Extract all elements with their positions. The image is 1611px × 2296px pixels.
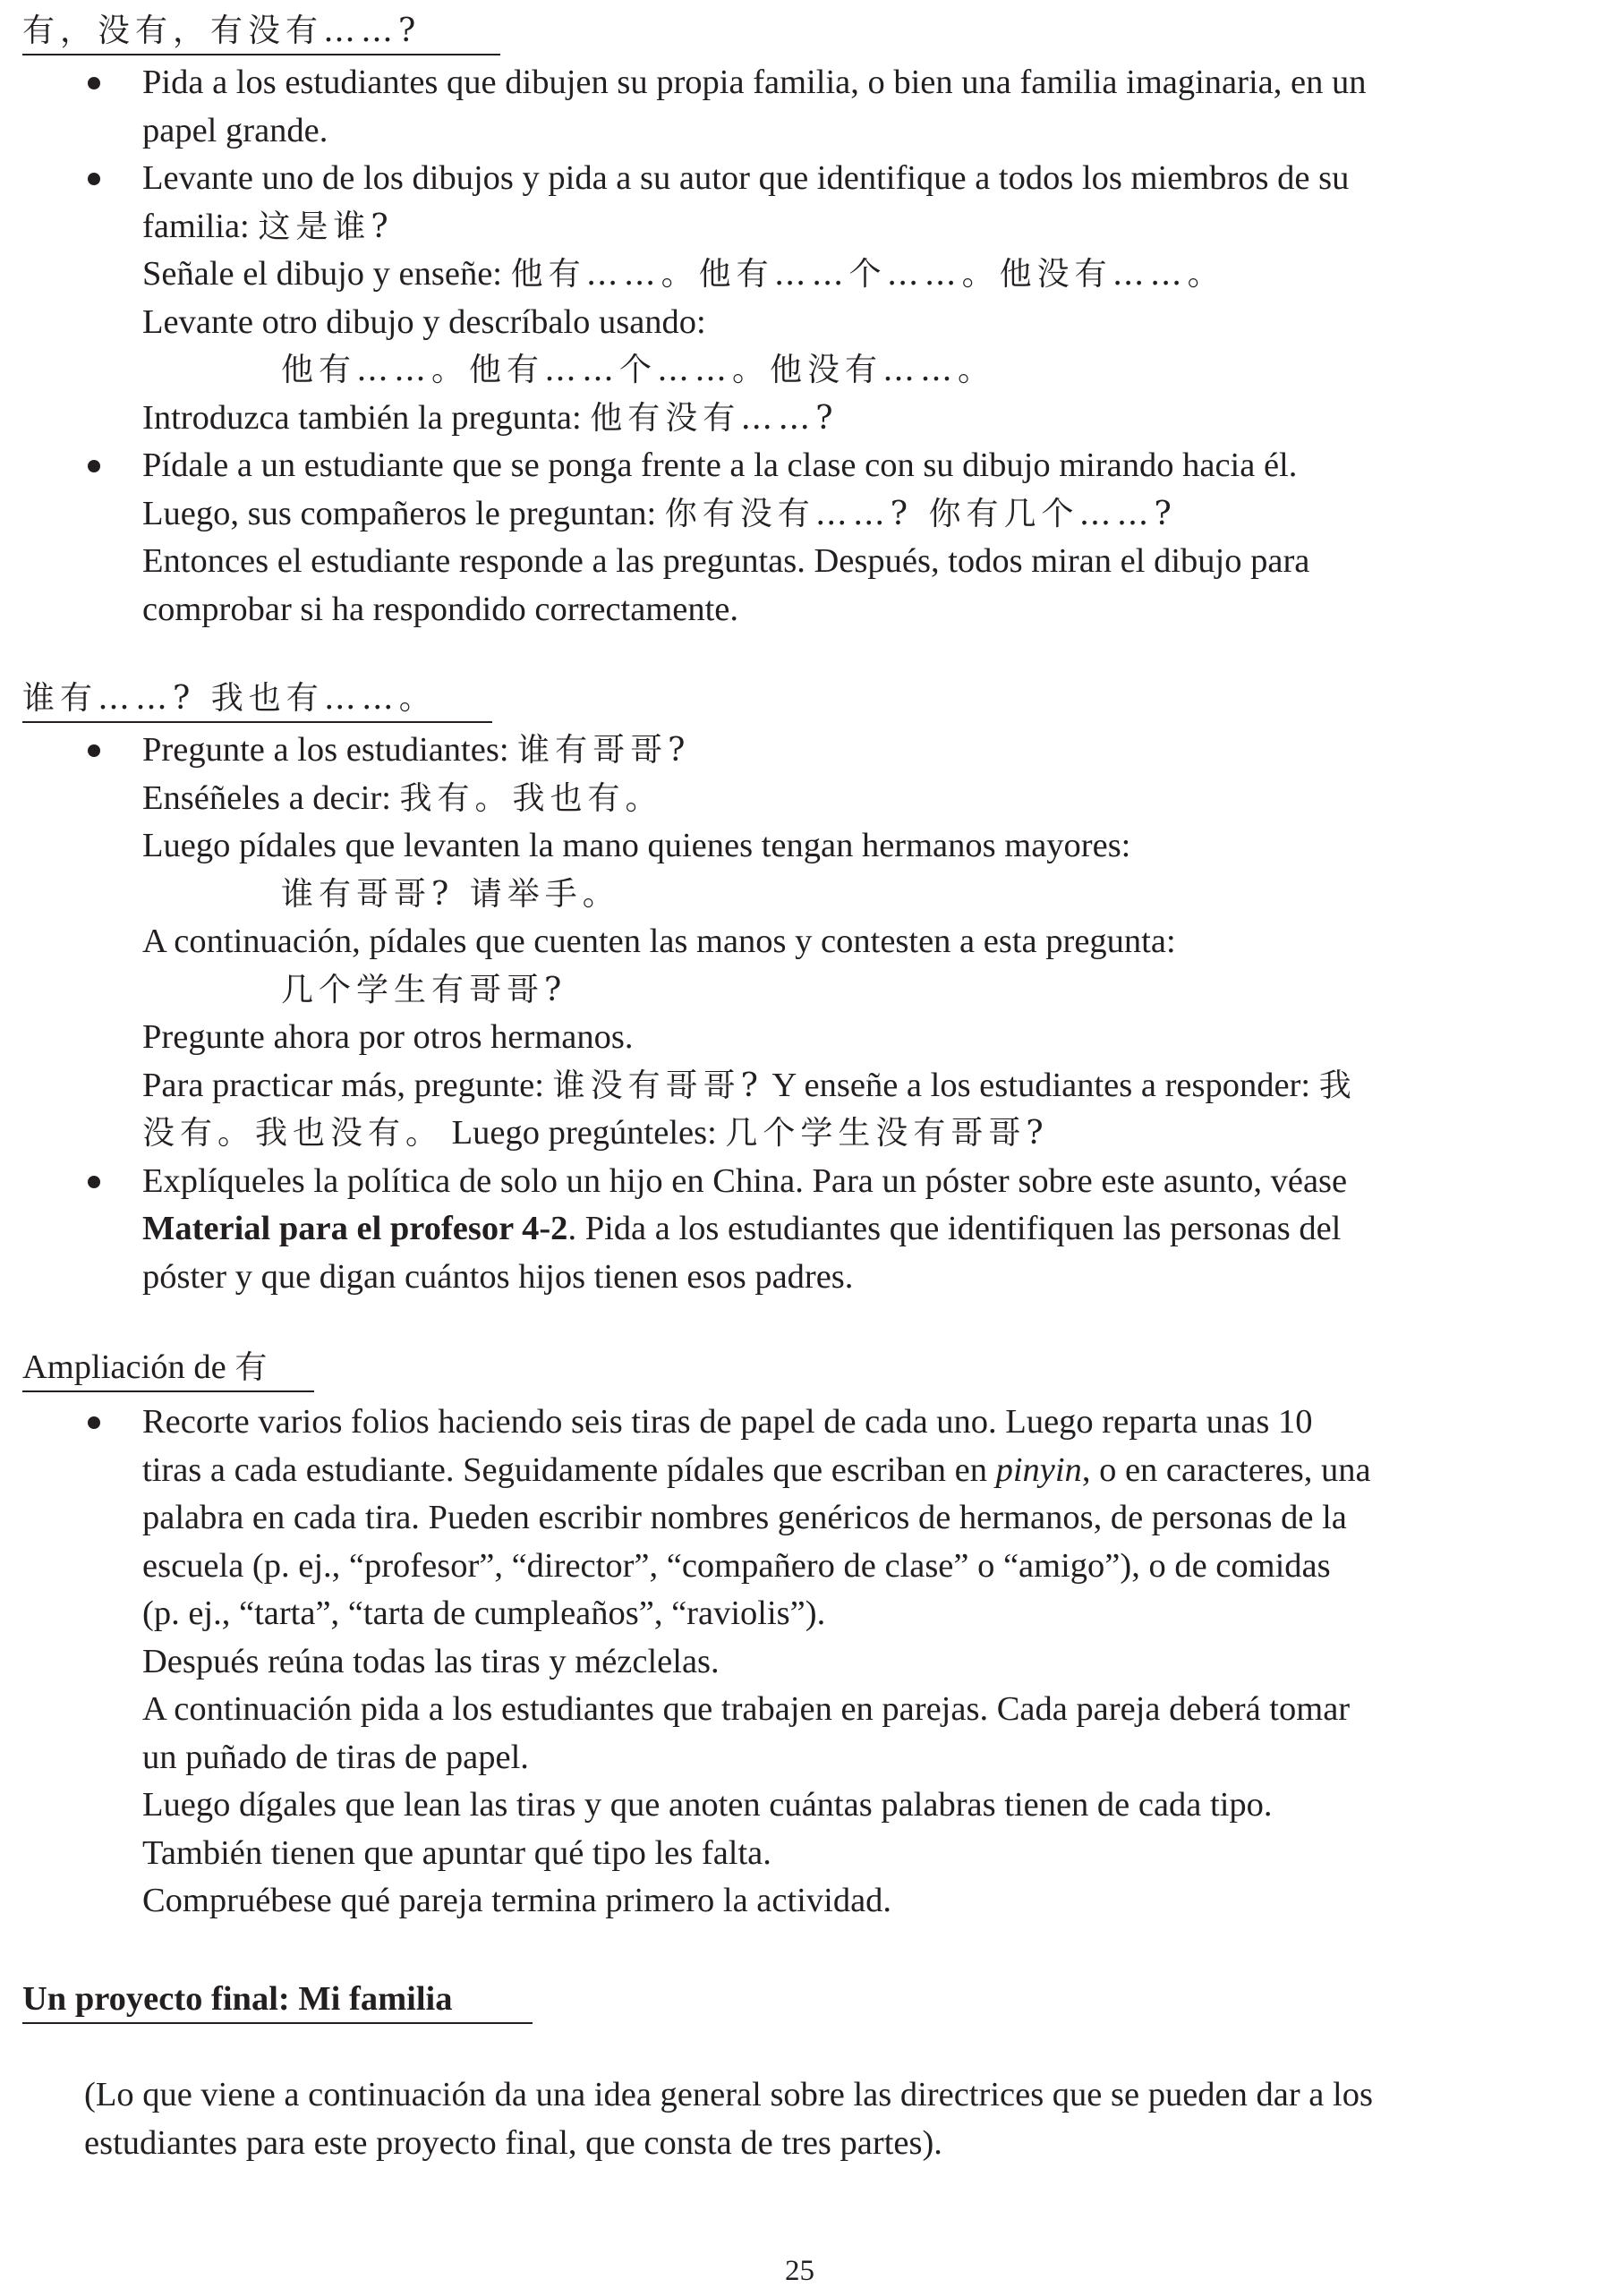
heading-underline (22, 721, 492, 723)
chinese-text: 谁没有哥哥? (552, 1067, 763, 1104)
text-line: comprobar si ha respondido correctamente. (142, 590, 739, 628)
list-item (0, 1399, 1611, 1926)
section-heading-text: Un proyecto final: Mi familia (22, 1980, 453, 2018)
text-line (142, 395, 1611, 443)
text-span: Enséñeles a decir: (142, 778, 400, 817)
text-span: familia: (142, 207, 259, 245)
bullet-icon (88, 1416, 100, 1429)
text-line: (Lo que viene a continuación da una idea general sobre las directrices que se pueden dar a los (84, 2076, 1373, 2113)
text-span: Introduzca también la pregunta: (142, 398, 591, 437)
text-line: Levante otro dibujo y descríbalo usando: (142, 302, 706, 341)
chinese-text: 没有。我也没有。 (142, 1115, 444, 1152)
text-line: Pídale a un estudiante que se ponga frente a la clase con su dibujo mirando hacia él. (142, 446, 1298, 484)
text-span: Luego pregúnteles: (443, 1114, 726, 1152)
text-span: . Pida a los estudiantes que identifiquen las personas del (567, 1210, 1342, 1247)
list-item (0, 442, 1611, 634)
section-heading-text: 谁有……? 我也有……。 (22, 680, 437, 717)
text-line (142, 1205, 1611, 1254)
section-heading-shei-you (22, 675, 437, 723)
list-item (0, 155, 1611, 442)
section-2-list (0, 727, 1611, 1301)
chinese-text: 你有没有……? 你有几个……? (664, 495, 1177, 532)
text-span: Señale el dibujo y enseñe: (142, 255, 511, 293)
bullet-icon (88, 77, 100, 89)
bullet-icon (88, 173, 100, 185)
chinese-text: 我有。我也有。 (399, 779, 663, 817)
text-line: Pida a los estudiantes que dibujen su propia familia, o bien una familia imaginaria, en un (142, 64, 1367, 101)
text-line: A continuación, pídales que cuenten las manos y contesten a esta pregunta: (142, 923, 1176, 960)
chinese-text: 这是谁? (258, 208, 394, 245)
text-span: Pregunte a los estudiantes: (142, 731, 518, 769)
text-line: Pregunte ahora por otros hermanos. (142, 1018, 634, 1056)
chinese-text: 他有……。他有……个……。他没有……。 (510, 256, 1225, 293)
text-line: Entonces el estudiante responde a las preguntas. Después, todos miran el dibujo para (142, 542, 1310, 580)
text-line (142, 1062, 1611, 1110)
text-line (142, 1110, 1611, 1158)
text-line: palabra en cada tira. Pueden escribir nombres genéricos de hermanos, de personas de la (142, 1499, 1347, 1536)
bold-reference: Material para el profesor 4-2 (142, 1210, 568, 1247)
chinese-text: 他有……。他有……个……。他没有……。 (281, 352, 996, 388)
chinese-text: 谁有哥哥? (517, 732, 691, 769)
bullet-icon (88, 744, 100, 757)
text-line (142, 203, 1611, 251)
text-line: póster y que digan cuántos hijos tienen esos padres. (142, 1257, 854, 1296)
text-span: Ampliación de (22, 1348, 235, 1386)
chinese-text: 有 (234, 1349, 273, 1386)
text-span: Para practicar más, pregunte: (142, 1066, 553, 1104)
section-heading-you-meiyou (22, 7, 421, 55)
text-line: un puñado de tiras de papel. (142, 1738, 529, 1776)
text-line: estudiantes para este proyecto final, que consta de tres partes). (84, 2123, 942, 2162)
italic-term: pinyin (995, 1450, 1082, 1489)
text-span: , o en caracteres, una (1081, 1450, 1371, 1489)
text-line: papel grande. (142, 111, 328, 149)
bullet-icon (88, 1176, 100, 1188)
text-line: Recorte varios folios haciendo seis tiras de papel de cada uno. Luego reparta unas 10 (142, 1403, 1313, 1441)
page-number: 25 (785, 2255, 814, 2287)
text-span: Luego, sus compañeros le preguntan: (142, 494, 665, 532)
section-heading-text (22, 1347, 272, 1388)
text-line: Después reúna todas las tiras y mézclelas. (142, 1642, 720, 1680)
text-line: También tienen que apuntar qué tipo les falta. (142, 1833, 771, 1872)
list-item (0, 59, 1611, 155)
chinese-text: 谁有哥哥? 请举手。 (281, 875, 620, 913)
chinese-text: 我 (1318, 1067, 1357, 1104)
section-1-list (0, 59, 1611, 634)
section-heading-ampliacion (22, 1344, 272, 1392)
text-line (142, 251, 1611, 299)
text-line: Luego pídales que levanten la mano quienes tengan hermanos mayores: (142, 827, 1131, 864)
heading-underline (22, 2022, 533, 2024)
text-line (142, 775, 1611, 823)
chinese-text: 几个学生有哥哥? (281, 971, 567, 1008)
section-heading-proyecto-final (22, 1976, 452, 2024)
section-3-list (0, 1399, 1611, 1926)
section-heading-text: 有，没有，有没有……? (22, 13, 422, 49)
text-span: Y enseñe a los estudiantes a responder: (763, 1066, 1319, 1104)
heading-underline (22, 1390, 314, 1392)
text-line: (p. ej., “tarta”, “tarta de cumpleaños”, “raviolis”). (142, 1594, 826, 1632)
text-line: Explíqueles la política de solo un hijo en China. Para un póster sobre este asunto, véase (142, 1161, 1348, 1200)
text-line: A continuación pida a los estudiantes que trabajen en parejas. Cada pareja deberá tomar (142, 1690, 1351, 1728)
bullet-icon (88, 460, 100, 472)
list-item (0, 727, 1611, 1158)
text-line (142, 490, 1611, 539)
text-line: Levante uno de los dibujos y pida a su autor que identifique a todos los miembros de su (142, 159, 1350, 197)
section-4-paragraph (0, 2071, 1611, 2167)
chinese-text: 他有没有……? (590, 399, 839, 437)
list-item (0, 1158, 1611, 1302)
chinese-text: 几个学生没有哥哥? (725, 1115, 1049, 1152)
text-line (142, 1447, 1611, 1495)
text-line (142, 727, 1611, 775)
text-line: Compruébese qué pareja termina primero la actividad. (142, 1882, 892, 1919)
heading-underline (22, 54, 500, 55)
text-line: Luego dígales que lean las tiras y que anoten cuántas palabras tienen de cada tipo. (142, 1786, 1273, 1824)
text-line: escuela (p. ej., “profesor”, “director”, “compañero de clase” o “amigo”), o de comidas (142, 1546, 1331, 1585)
text-span: tiras a cada estudiante. Seguidamente pídales que escriban en (142, 1450, 996, 1489)
